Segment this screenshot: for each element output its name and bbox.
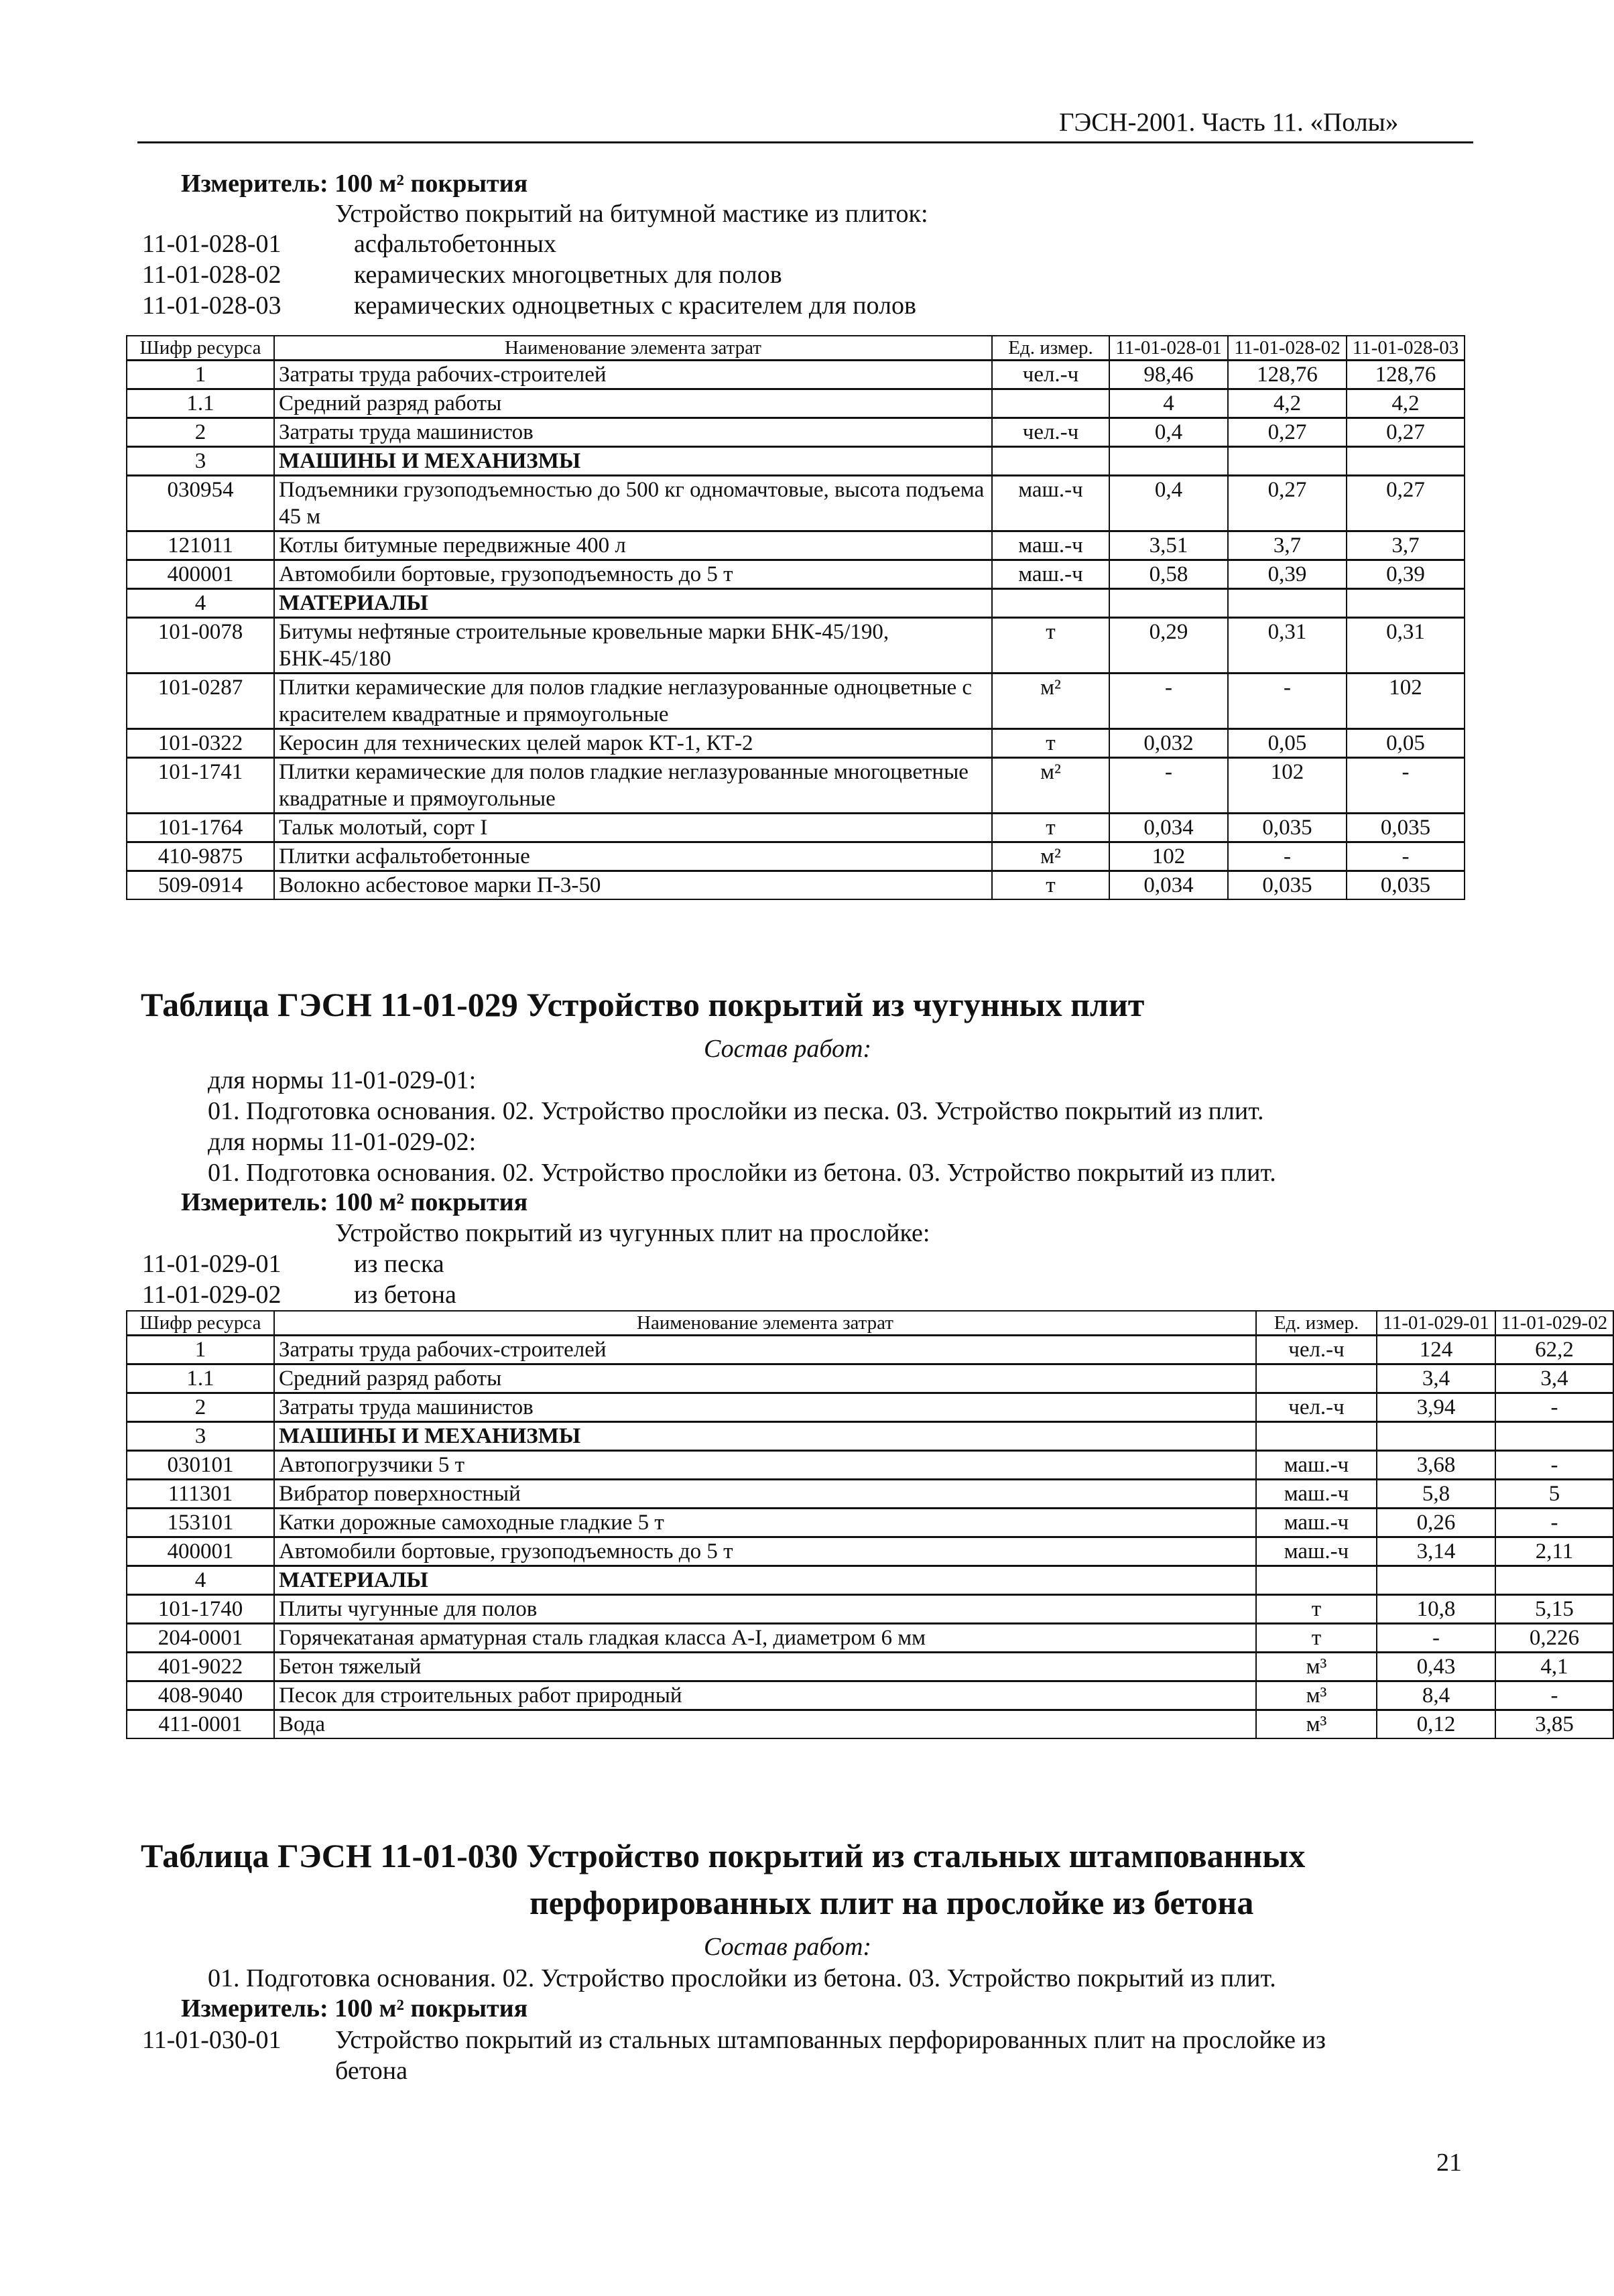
value-cell: 3,4 (1495, 1364, 1613, 1393)
table-row (127, 447, 1465, 476)
unit-cell: м³ (1256, 1681, 1377, 1710)
unit-cell: чел.-ч (992, 418, 1109, 447)
unit-cell: м² (992, 674, 1109, 729)
element-name-cell: Средний разряд работы (274, 1364, 1256, 1393)
table-row (127, 871, 1465, 900)
element-name-cell: Плитки керамические для полов гладкие неглазурованные многоцветные квадратные и прямоугольные (274, 758, 992, 814)
header-norm-col: 11-01-028-02 (1228, 336, 1347, 361)
unit-cell (1256, 1566, 1377, 1595)
value-cell: 0,39 (1347, 560, 1465, 589)
code-text-030-01-line1: Устройство покрытий из стальных штампованных перфорированных плит на прослойке из (335, 2026, 1326, 2054)
value-cell (1347, 589, 1465, 618)
value-cell: 5,15 (1495, 1595, 1613, 1624)
value-cell: 0,032 (1109, 729, 1228, 758)
works-label-029: Состав работ: (704, 1035, 872, 1063)
table-header-row (127, 336, 1465, 361)
works-030: 01. Подготовка основания. 02. Устройство прослойки из бетона. 03. Устройство покрытий из плит. (208, 1964, 1276, 1992)
resource-code-cell: 509-0914 (127, 871, 274, 900)
value-cell: 3,85 (1495, 1710, 1613, 1739)
resource-code-cell: 3 (127, 447, 274, 476)
value-cell: 5 (1495, 1480, 1613, 1509)
value-cell: 3,7 (1228, 531, 1347, 560)
resource-code-cell: 121011 (127, 531, 274, 560)
element-name-cell: Тальк молотый, сорт I (274, 814, 992, 842)
code-text-029-02: из бетона (354, 1281, 456, 1309)
value-cell: 0,31 (1347, 618, 1465, 674)
code-text-029-01: из песка (354, 1250, 444, 1278)
value-cell: 8,4 (1377, 1681, 1495, 1710)
table-row (127, 729, 1465, 758)
unit-cell: т (992, 814, 1109, 842)
table-row (127, 1537, 1613, 1566)
table-row (127, 1480, 1613, 1509)
resource-code-cell: 101-0322 (127, 729, 274, 758)
resource-code-cell: 408-9040 (127, 1681, 274, 1710)
value-cell: 0,27 (1228, 476, 1347, 531)
value-cell: 4,2 (1228, 389, 1347, 418)
element-name-cell: Автомобили бортовые, грузоподъемность до 5 т (274, 560, 992, 589)
value-cell: 0,034 (1109, 814, 1228, 842)
element-name-cell: Плитки керамические для полов гладкие неглазурованные одноцветные с красителем квадратные и прямоугольные (274, 674, 992, 729)
resource-code-cell: 411-0001 (127, 1710, 274, 1739)
table-row-group (127, 589, 1465, 900)
unit-cell: маш.-ч (1256, 1509, 1377, 1537)
norm2-works: 01. Подготовка основания. 02. Устройство прослойки из бетона. 03. Устройство покрытий из плит. (208, 1159, 1276, 1187)
table-row (127, 1710, 1613, 1739)
value-cell: 98,46 (1109, 361, 1228, 389)
unit-cell: маш.-ч (992, 476, 1109, 531)
table-row (127, 1653, 1613, 1681)
value-cell: - (1347, 842, 1465, 871)
value-cell: 4 (1109, 389, 1228, 418)
measure-label-028: Измеритель: 100 м² покрытия (181, 170, 528, 198)
value-cell: - (1495, 1509, 1613, 1537)
value-cell (1109, 589, 1228, 618)
table-row-group (127, 1336, 1613, 1393)
table-row-group (127, 361, 1465, 418)
running-header: ГЭСН-2001. Часть 11. «Полы» (1059, 108, 1399, 137)
unit-cell (992, 447, 1109, 476)
unit-cell: м³ (1256, 1653, 1377, 1681)
code-028-02: 11-01-028-02 (142, 261, 282, 289)
table-row (127, 758, 1465, 814)
unit-cell: чел.-ч (992, 361, 1109, 389)
resource-code-cell: 410-9875 (127, 842, 274, 871)
header-unit: Ед. измер. (1256, 1311, 1377, 1336)
code-text-028-01: асфальтобетонных (354, 230, 556, 258)
value-cell: - (1495, 1451, 1613, 1480)
element-name-cell: МАТЕРИАЛЫ (274, 1566, 1256, 1595)
table-row (127, 618, 1465, 674)
table-row (127, 674, 1465, 729)
value-cell: 4,1 (1495, 1653, 1613, 1681)
element-name-cell: Средний разряд работы (274, 389, 992, 418)
unit-cell: маш.-ч (992, 560, 1109, 589)
element-name-cell: Автомобили бортовые, грузоподъемность до 5 т (274, 1537, 1256, 1566)
value-cell (1228, 447, 1347, 476)
value-cell: 128,76 (1228, 361, 1347, 389)
resource-code-cell: 400001 (127, 1537, 274, 1566)
table-row (127, 476, 1465, 531)
value-cell (1377, 1422, 1495, 1451)
table-row (127, 1422, 1613, 1451)
unit-cell: маш.-ч (1256, 1480, 1377, 1509)
header-norm-col: 11-01-029-01 (1377, 1311, 1495, 1336)
table-row-group (127, 418, 1465, 447)
value-cell: 102 (1228, 758, 1347, 814)
value-cell: - (1495, 1681, 1613, 1710)
table-title-029: Таблица ГЭСН 11-01-029 Устройство покрытий из чугунных плит (141, 986, 1145, 1023)
value-cell (1495, 1422, 1613, 1451)
table-title-030-line2: перфорированных плит на прослойке из бетона (530, 1884, 1254, 1921)
header-norm-col: 11-01-028-01 (1109, 336, 1228, 361)
value-cell: 3,14 (1377, 1537, 1495, 1566)
unit-cell: м² (992, 758, 1109, 814)
table-row-group (127, 1393, 1613, 1422)
table-row (127, 1336, 1613, 1364)
table-row-group (127, 447, 1465, 589)
table-row (127, 361, 1465, 389)
value-cell: 3,94 (1377, 1393, 1495, 1422)
header-norm-col: 11-01-029-02 (1495, 1311, 1613, 1336)
code-028-03: 11-01-028-03 (142, 292, 282, 320)
value-cell: 0,39 (1228, 560, 1347, 589)
table-row (127, 1364, 1613, 1393)
header-rule (137, 141, 1473, 143)
code-030-01: 11-01-030-01 (142, 2026, 282, 2054)
page-number: 21 (1436, 2149, 1462, 2177)
works-label-030: Состав работ: (704, 1933, 872, 1961)
table-title-030-line1: Таблица ГЭСН 11-01-030 Устройство покрытий из стальных штампованных (141, 1837, 1306, 1874)
measure-label-030: Измеритель: 100 м² покрытия (181, 1994, 528, 2023)
value-cell: 62,2 (1495, 1336, 1613, 1364)
unit-cell (1256, 1422, 1377, 1451)
resource-code-cell: 2 (127, 418, 274, 447)
table-row (127, 560, 1465, 589)
value-cell: 10,8 (1377, 1595, 1495, 1624)
value-cell: 0,05 (1228, 729, 1347, 758)
table-row (127, 1681, 1613, 1710)
value-cell: 0,31 (1228, 618, 1347, 674)
unit-cell: т (1256, 1595, 1377, 1624)
element-name-cell: Котлы битумные передвижные 400 л (274, 531, 992, 560)
value-cell: - (1109, 674, 1228, 729)
value-cell: 0,05 (1347, 729, 1465, 758)
table-row (127, 1509, 1613, 1537)
unit-cell: т (992, 729, 1109, 758)
element-name-cell: Затраты труда машинистов (274, 1393, 1256, 1422)
value-cell: 0,58 (1109, 560, 1228, 589)
value-cell: 0,035 (1347, 814, 1465, 842)
resource-code-cell: 153101 (127, 1509, 274, 1537)
value-cell: 124 (1377, 1336, 1495, 1364)
value-cell: 0,4 (1109, 476, 1228, 531)
unit-cell: маш.-ч (1256, 1537, 1377, 1566)
resource-code-cell: 3 (127, 1422, 274, 1451)
value-cell: 128,76 (1347, 361, 1465, 389)
norm1-works: 01. Подготовка основания. 02. Устройство прослойки из песка. 03. Устройство покрытий из плит. (208, 1097, 1264, 1125)
code-029-02: 11-01-029-02 (142, 1281, 282, 1309)
measure-label-029: Измеритель: 100 м² покрытия (181, 1188, 528, 1216)
value-cell (1495, 1566, 1613, 1595)
norm1-label: для нормы 11-01-029-01: (208, 1066, 477, 1094)
table-row (127, 814, 1465, 842)
unit-cell: т (1256, 1624, 1377, 1653)
value-cell: 4,2 (1347, 389, 1465, 418)
value-cell: 102 (1109, 842, 1228, 871)
resource-code-cell: 4 (127, 589, 274, 618)
resource-code-cell: 101-1740 (127, 1595, 274, 1624)
value-cell: - (1228, 674, 1347, 729)
value-cell: 3,4 (1377, 1364, 1495, 1393)
header-resource-code: Шифр ресурса (127, 1311, 274, 1336)
value-cell: 0,27 (1347, 418, 1465, 447)
unit-cell (1256, 1364, 1377, 1393)
resource-code-cell: 401-9022 (127, 1653, 274, 1681)
table-row (127, 1393, 1613, 1422)
unit-cell: т (992, 871, 1109, 900)
value-cell: 0,035 (1347, 871, 1465, 900)
value-cell: 0,29 (1109, 618, 1228, 674)
value-cell: 0,27 (1347, 476, 1465, 531)
resource-code-cell: 2 (127, 1393, 274, 1422)
table-row (127, 842, 1465, 871)
element-name-cell: Катки дорожные самоходные гладкие 5 т (274, 1509, 1256, 1537)
resource-code-cell: 101-1764 (127, 814, 274, 842)
resource-code-cell: 1.1 (127, 1364, 274, 1393)
table-row (127, 1451, 1613, 1480)
resource-code-cell: 400001 (127, 560, 274, 589)
element-name-cell: Затраты труда рабочих-строителей (274, 1336, 1256, 1364)
value-cell: 0,12 (1377, 1710, 1495, 1739)
resource-code-cell: 101-1741 (127, 758, 274, 814)
code-029-01: 11-01-029-01 (142, 1250, 282, 1278)
value-cell (1347, 447, 1465, 476)
value-cell: 0,4 (1109, 418, 1228, 447)
value-cell: 0,43 (1377, 1653, 1495, 1681)
resource-table-029 (126, 1310, 1614, 1739)
value-cell: 5,8 (1377, 1480, 1495, 1509)
norm2-label: для нормы 11-01-029-02: (208, 1128, 477, 1156)
value-cell: - (1495, 1393, 1613, 1422)
element-name-cell: МАШИНЫ И МЕХАНИЗМЫ (274, 1422, 1256, 1451)
value-cell: 3,51 (1109, 531, 1228, 560)
resource-code-cell: 101-0078 (127, 618, 274, 674)
value-cell: 3,7 (1347, 531, 1465, 560)
unit-cell: м³ (1256, 1710, 1377, 1739)
element-name-cell: Подъемники грузоподъемностью до 500 кг одномачтовые, высота подъема 45 м (274, 476, 992, 531)
resource-code-cell: 1.1 (127, 389, 274, 418)
element-name-cell: Вибратор поверхностный (274, 1480, 1256, 1509)
unit-cell: м² (992, 842, 1109, 871)
table-header-row (127, 1311, 1613, 1336)
element-name-cell: Горячекатаная арматурная сталь гладкая класса А-I, диаметром 6 мм (274, 1624, 1256, 1653)
resource-code-cell: 101-0287 (127, 674, 274, 729)
value-cell (1228, 589, 1347, 618)
table-row (127, 531, 1465, 560)
value-cell: - (1109, 758, 1228, 814)
unit-cell: маш.-ч (1256, 1451, 1377, 1480)
header-element-name: Наименование элемента затрат (274, 1311, 1256, 1336)
element-name-cell: Бетон тяжелый (274, 1653, 1256, 1681)
resource-code-cell: 111301 (127, 1480, 274, 1509)
unit-cell: маш.-ч (992, 531, 1109, 560)
unit-cell: т (992, 618, 1109, 674)
intro-028: Устройство покрытий на битумной мастике из плиток: (335, 200, 928, 228)
value-cell: - (1228, 842, 1347, 871)
value-cell: 3,68 (1377, 1451, 1495, 1480)
element-name-cell: МАТЕРИАЛЫ (274, 589, 992, 618)
table-row (127, 389, 1465, 418)
table-row (127, 1624, 1613, 1653)
element-name-cell: Плиты чугунные для полов (274, 1595, 1256, 1624)
value-cell: 2,11 (1495, 1537, 1613, 1566)
element-name-cell: Песок для строительных работ природный (274, 1681, 1256, 1710)
resource-code-cell: 030954 (127, 476, 274, 531)
value-cell (1377, 1566, 1495, 1595)
element-name-cell: Волокно асбестовое марки П-3-50 (274, 871, 992, 900)
header-unit: Ед. измер. (992, 336, 1109, 361)
value-cell: 102 (1347, 674, 1465, 729)
value-cell: 0,27 (1228, 418, 1347, 447)
value-cell: 0,035 (1228, 814, 1347, 842)
element-name-cell: Автопогрузчики 5 т (274, 1451, 1256, 1480)
table-row (127, 1595, 1613, 1624)
value-cell: 0,034 (1109, 871, 1228, 900)
table-row (127, 589, 1465, 618)
value-cell: 0,035 (1228, 871, 1347, 900)
unit-cell (992, 389, 1109, 418)
resource-code-cell: 204-0001 (127, 1624, 274, 1653)
table-row (127, 1566, 1613, 1595)
header-norm-col: 11-01-028-03 (1347, 336, 1465, 361)
element-name-cell: Битумы нефтяные строительные кровельные марки БНК-45/190, БНК-45/180 (274, 618, 992, 674)
unit-cell: чел.-ч (1256, 1336, 1377, 1364)
unit-cell (992, 589, 1109, 618)
code-028-01: 11-01-028-01 (142, 230, 282, 258)
table-row-group (127, 1422, 1613, 1566)
table-row-group (127, 1566, 1613, 1739)
element-name-cell: Керосин для технических целей марок КТ-1, КТ-2 (274, 729, 992, 758)
value-cell: 0,26 (1377, 1509, 1495, 1537)
resource-code-cell: 4 (127, 1566, 274, 1595)
resource-code-cell: 030101 (127, 1451, 274, 1480)
element-name-cell: Плитки асфальтобетонные (274, 842, 992, 871)
code-text-028-02: керамических многоцветных для полов (354, 261, 782, 289)
resource-table-028 (126, 335, 1465, 900)
resource-code-cell: 1 (127, 1336, 274, 1364)
element-name-cell: Затраты труда рабочих-строителей (274, 361, 992, 389)
code-text-028-03: керамических одноцветных с красителем для полов (354, 292, 916, 320)
resource-code-cell: 1 (127, 361, 274, 389)
value-cell (1109, 447, 1228, 476)
element-name-cell: Вода (274, 1710, 1256, 1739)
unit-cell: чел.-ч (1256, 1393, 1377, 1422)
value-cell: - (1347, 758, 1465, 814)
element-name-cell: МАШИНЫ И МЕХАНИЗМЫ (274, 447, 992, 476)
element-name-cell: Затраты труда машинистов (274, 418, 992, 447)
intro-029: Устройство покрытий из чугунных плит на прослойке: (335, 1219, 930, 1247)
value-cell: - (1377, 1624, 1495, 1653)
table-row (127, 418, 1465, 447)
code-text-030-01-line2: бетона (335, 2057, 408, 2085)
value-cell: 0,226 (1495, 1624, 1613, 1653)
header-element-name: Наименование элемента затрат (274, 336, 992, 361)
header-resource-code: Шифр ресурса (127, 336, 274, 361)
